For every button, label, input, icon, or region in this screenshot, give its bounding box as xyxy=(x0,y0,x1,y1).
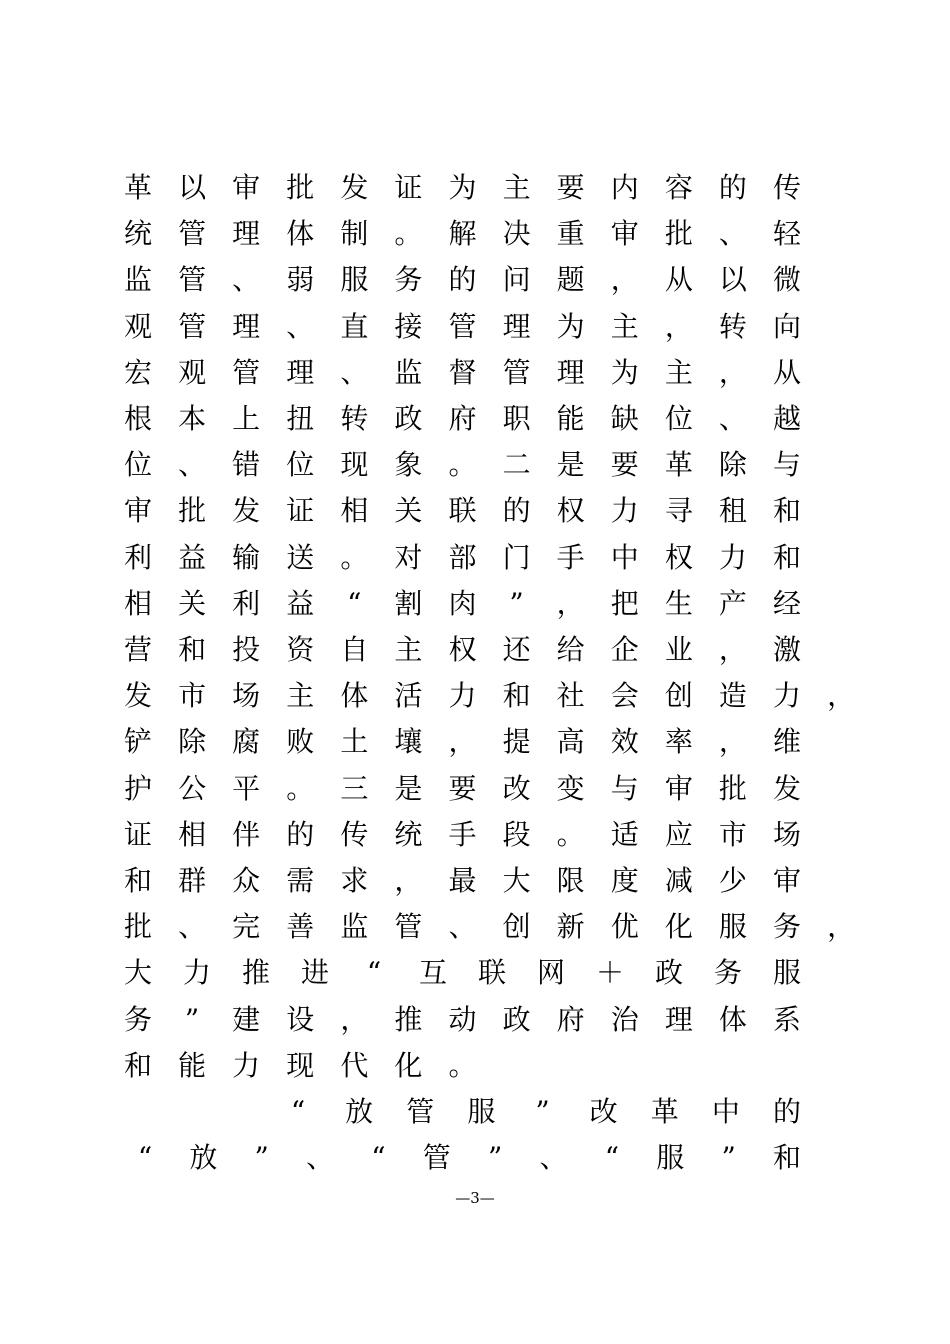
text-char: 互 xyxy=(418,956,447,990)
text-char: 利 xyxy=(123,540,152,574)
text-char: 门 xyxy=(502,540,531,574)
text-char: 。 xyxy=(448,1048,477,1082)
text-char: 相 xyxy=(178,817,207,851)
text-char: 力 xyxy=(772,679,801,713)
text-char: 率 xyxy=(664,725,693,759)
text-char: 理 xyxy=(232,309,261,343)
text-char: 新 xyxy=(556,910,585,944)
text-char: 服 xyxy=(718,910,747,944)
text-char: 代 xyxy=(340,1048,369,1082)
text-char: 权 xyxy=(556,494,585,528)
text-char: ” xyxy=(509,586,524,620)
text-char: 、 xyxy=(178,448,207,482)
text-char: 监 xyxy=(340,910,369,944)
text-char: 统 xyxy=(123,217,152,251)
text-char: 审 xyxy=(664,771,693,805)
text-char: 最 xyxy=(448,864,477,897)
text-char: 力 xyxy=(182,956,211,990)
text-char: 场 xyxy=(232,679,261,713)
text-char: 解 xyxy=(448,217,477,251)
text-char: 与 xyxy=(610,771,639,805)
text-char: 社 xyxy=(556,679,585,713)
text-char: 服 xyxy=(772,956,801,990)
text-char: 平 xyxy=(232,771,261,805)
text-line xyxy=(0,445,950,485)
text-char: 政 xyxy=(654,956,683,990)
text-char: 、 xyxy=(306,1141,335,1175)
text-char: 手 xyxy=(448,817,477,851)
text-char: 统 xyxy=(394,817,423,851)
text-char: 务 xyxy=(394,263,423,297)
text-char: 转 xyxy=(718,309,747,343)
text-char: 的 xyxy=(718,171,747,204)
text-char: 管 xyxy=(178,263,207,297)
text-char: 力 xyxy=(718,540,747,574)
text-char: 、 xyxy=(286,309,315,343)
text-line xyxy=(0,353,950,393)
text-char: 管 xyxy=(406,1095,435,1128)
text-char: 革 xyxy=(650,1095,679,1128)
text-char: 给 xyxy=(556,633,585,666)
text-char: 是 xyxy=(556,448,585,482)
text-char: 批 xyxy=(664,217,693,251)
text-char: 审 xyxy=(232,171,261,204)
text-char: 激 xyxy=(772,633,801,666)
text-char: 体 xyxy=(340,679,369,713)
text-char: 管 xyxy=(178,309,207,343)
text-char: “ xyxy=(347,586,362,620)
text-char: 发 xyxy=(772,771,801,805)
text-char: 伴 xyxy=(232,817,261,851)
text-char: 大 xyxy=(502,864,531,897)
text-char: 理 xyxy=(556,355,585,389)
text-char: 败 xyxy=(286,725,315,759)
text-char: 监 xyxy=(123,263,152,297)
text-char: 大 xyxy=(123,956,152,990)
text-char: 。 xyxy=(556,817,585,851)
text-char: 推 xyxy=(241,956,270,990)
text-char: 越 xyxy=(772,402,801,435)
text-char: 联 xyxy=(477,956,506,990)
text-char: 二 xyxy=(502,448,531,482)
text-char: 主 xyxy=(394,633,423,666)
text-char: 府 xyxy=(448,402,477,435)
text-char: 产 xyxy=(718,586,747,620)
text-char: 服 xyxy=(467,1095,496,1128)
text-char: 向 xyxy=(772,309,801,343)
text-line xyxy=(0,214,950,254)
text-char: 为 xyxy=(448,171,477,204)
text-char: 、 xyxy=(232,263,261,297)
text-char: 发 xyxy=(232,494,261,528)
text-char: 会 xyxy=(610,679,639,713)
text-char: 位 xyxy=(123,448,152,482)
text-char: 和 xyxy=(772,494,801,528)
text-char: 审 xyxy=(610,217,639,251)
text-char: 革 xyxy=(123,171,152,204)
text-char: 众 xyxy=(232,864,261,897)
text-char: 位 xyxy=(286,448,315,482)
text-char: 和 xyxy=(502,679,531,713)
text-char: 寻 xyxy=(664,494,693,528)
text-char: 改 xyxy=(502,771,531,805)
text-char: 把 xyxy=(610,586,639,620)
text-char: 管 xyxy=(394,910,423,944)
text-char: 位 xyxy=(664,402,693,435)
text-char: 证 xyxy=(394,171,423,204)
text-char: ， xyxy=(827,910,856,944)
text-char: 、 xyxy=(178,910,207,944)
text-char: 轻 xyxy=(772,217,801,251)
text-char: 除 xyxy=(718,448,747,482)
text-char: 直 xyxy=(340,309,369,343)
text-char: 相 xyxy=(123,586,152,620)
text-line xyxy=(0,953,950,993)
text-char: 自 xyxy=(340,633,369,666)
text-char: 以 xyxy=(718,263,747,297)
text-char: 限 xyxy=(556,864,585,897)
text-char: 务 xyxy=(123,1002,152,1036)
text-char: 铲 xyxy=(123,725,152,759)
text-char: 段 xyxy=(502,817,531,851)
text-char: “ xyxy=(290,1095,306,1128)
text-char: 象 xyxy=(394,448,423,482)
text-char: 治 xyxy=(610,1002,639,1036)
text-char: ， xyxy=(340,1002,369,1036)
text-char: 能 xyxy=(178,1048,207,1082)
text-char: 化 xyxy=(394,1048,423,1082)
text-line xyxy=(0,491,950,531)
text-char: 创 xyxy=(664,679,693,713)
text-char: ， xyxy=(448,725,477,759)
text-char: 扭 xyxy=(286,402,315,435)
text-line xyxy=(0,260,950,300)
text-char: 肉 xyxy=(448,586,477,620)
text-char: 批 xyxy=(123,910,152,944)
text-line xyxy=(0,399,950,439)
text-char: 主 xyxy=(610,309,639,343)
text-char: 力 xyxy=(448,679,477,713)
text-char: ， xyxy=(827,679,856,713)
text-char: 。 xyxy=(340,540,369,574)
text-char: 能 xyxy=(556,402,585,435)
text-char: 减 xyxy=(664,864,693,897)
text-char: 政 xyxy=(502,1002,531,1036)
text-char: 督 xyxy=(448,355,477,389)
text-line xyxy=(0,1000,950,1040)
text-char: 系 xyxy=(772,1002,801,1036)
text-char: 善 xyxy=(286,910,315,944)
text-char: 放 xyxy=(345,1095,374,1128)
text-char: 现 xyxy=(340,448,369,482)
text-line xyxy=(0,1092,950,1132)
text-char: 决 xyxy=(502,217,531,251)
text-char: 对 xyxy=(394,540,423,574)
text-char: 重 xyxy=(556,217,585,251)
text-line xyxy=(0,630,950,670)
text-char: 、 xyxy=(340,355,369,389)
text-char: 企 xyxy=(610,633,639,666)
text-line xyxy=(0,815,950,855)
text-char: 还 xyxy=(502,633,531,666)
text-char: 的 xyxy=(448,263,477,297)
text-char: 中 xyxy=(711,1095,740,1128)
text-char: 建 xyxy=(232,1002,261,1036)
text-char: 群 xyxy=(178,864,207,897)
text-char: 主 xyxy=(286,679,315,713)
text-char: 发 xyxy=(340,171,369,204)
text-char: 经 xyxy=(772,586,801,620)
text-char: 益 xyxy=(286,586,315,620)
text-char: 。 xyxy=(394,217,423,251)
text-line xyxy=(0,722,950,762)
text-char: 管 xyxy=(502,355,531,389)
text-char: 中 xyxy=(610,540,639,574)
text-char: 设 xyxy=(286,1002,315,1036)
text-char: 高 xyxy=(556,725,585,759)
text-char: 公 xyxy=(178,771,207,805)
text-char: 动 xyxy=(448,1002,477,1036)
text-char: 从 xyxy=(772,355,801,389)
text-char: 批 xyxy=(178,494,207,528)
text-char: 接 xyxy=(394,309,423,343)
text-char: ， xyxy=(718,725,747,759)
text-char: ， xyxy=(664,309,693,343)
text-char: 审 xyxy=(772,864,801,897)
text-char: 和 xyxy=(178,633,207,666)
text-char: 放 xyxy=(189,1141,218,1175)
text-char: 与 xyxy=(772,448,801,482)
text-char: 度 xyxy=(610,864,639,897)
text-char: ， xyxy=(610,263,639,297)
text-char: 服 xyxy=(656,1141,685,1175)
text-char: 要 xyxy=(556,171,585,204)
text-char: 网 xyxy=(536,956,565,990)
text-char: 优 xyxy=(610,910,639,944)
text-char: 为 xyxy=(610,355,639,389)
text-char: 根 xyxy=(123,402,152,435)
text-char: 务 xyxy=(772,910,801,944)
text-char: 理 xyxy=(286,355,315,389)
text-char: 创 xyxy=(502,910,531,944)
text-char: 三 xyxy=(340,771,369,805)
text-char: 主 xyxy=(502,171,531,204)
text-char: ” xyxy=(254,1141,269,1175)
text-char: 益 xyxy=(178,540,207,574)
text-line xyxy=(0,307,950,347)
text-char: 题 xyxy=(556,263,585,297)
text-char: 和 xyxy=(772,540,801,574)
text-char: 缺 xyxy=(610,402,639,435)
text-char: 维 xyxy=(772,725,801,759)
text-char: ＋ xyxy=(595,956,624,990)
text-char: 为 xyxy=(556,309,585,343)
text-char: ， xyxy=(718,633,747,666)
text-char: 批 xyxy=(718,771,747,805)
text-char: 割 xyxy=(394,586,423,620)
text-char: 要 xyxy=(610,448,639,482)
text-char: 体 xyxy=(718,1002,747,1036)
text-line xyxy=(0,538,950,578)
text-char: 和 xyxy=(772,1141,801,1175)
text-char: 批 xyxy=(286,171,315,204)
text-char: 证 xyxy=(286,494,315,528)
text-char: 进 xyxy=(300,956,329,990)
text-char: 联 xyxy=(448,494,477,528)
text-char: 输 xyxy=(232,540,261,574)
text-char: 的 xyxy=(772,1095,801,1128)
text-char: 的 xyxy=(286,817,315,851)
text-char: 管 xyxy=(232,355,261,389)
text-char: 营 xyxy=(123,633,152,666)
text-char: 观 xyxy=(178,355,207,389)
text-char: 是 xyxy=(394,771,423,805)
text-char: 效 xyxy=(610,725,639,759)
text-char: 护 xyxy=(123,771,152,805)
text-char: 管 xyxy=(448,309,477,343)
text-char: 主 xyxy=(664,355,693,389)
text-char: 、 xyxy=(718,217,747,251)
text-char: 适 xyxy=(610,817,639,851)
text-char: 求 xyxy=(340,864,369,897)
text-line xyxy=(0,676,950,716)
text-char: 完 xyxy=(232,910,261,944)
text-char: 租 xyxy=(718,494,747,528)
text-char: 革 xyxy=(664,448,693,482)
text-char: 权 xyxy=(664,540,693,574)
text-char: 手 xyxy=(556,540,585,574)
text-char: 职 xyxy=(502,402,531,435)
text-char: 服 xyxy=(340,263,369,297)
text-char: 腐 xyxy=(232,725,261,759)
text-char: 监 xyxy=(394,355,423,389)
text-char: 市 xyxy=(178,679,207,713)
text-char: 投 xyxy=(232,633,261,666)
text-char: 关 xyxy=(178,586,207,620)
text-char: 关 xyxy=(394,494,423,528)
text-char: ， xyxy=(556,586,585,620)
text-char: 微 xyxy=(772,263,801,297)
text-char: 相 xyxy=(340,494,369,528)
text-char: 、 xyxy=(718,402,747,435)
text-char: 送 xyxy=(286,540,315,574)
text-char: 变 xyxy=(556,771,585,805)
text-char: 、 xyxy=(448,910,477,944)
text-char: 审 xyxy=(123,494,152,528)
text-char: 管 xyxy=(178,217,207,251)
text-char: 府 xyxy=(556,1002,585,1036)
text-char: 应 xyxy=(664,817,693,851)
text-char: 少 xyxy=(718,864,747,897)
text-char: ” xyxy=(535,1095,550,1128)
text-char: 业 xyxy=(664,633,693,666)
text-char: 容 xyxy=(664,171,693,204)
text-char: 务 xyxy=(713,956,742,990)
text-char: 土 xyxy=(340,725,369,759)
text-char: 理 xyxy=(664,1002,693,1036)
text-char: 问 xyxy=(502,263,531,297)
text-char: 、 xyxy=(539,1141,568,1175)
text-char: 现 xyxy=(286,1048,315,1082)
text-char: 。 xyxy=(286,771,315,805)
text-line xyxy=(0,861,950,901)
text-char: 部 xyxy=(448,540,477,574)
text-char: 本 xyxy=(178,402,207,435)
text-char: 观 xyxy=(123,309,152,343)
text-line xyxy=(0,769,950,809)
text-char: 要 xyxy=(448,771,477,805)
text-char: 利 xyxy=(232,586,261,620)
text-char: 理 xyxy=(502,309,531,343)
text-char: ， xyxy=(718,355,747,389)
text-char: ” xyxy=(184,1002,200,1036)
text-line xyxy=(0,168,950,208)
text-char: 传 xyxy=(340,817,369,851)
text-char: “ xyxy=(137,1141,153,1175)
text-char: 理 xyxy=(232,217,261,251)
text-char: 宏 xyxy=(123,355,152,389)
text-char: 制 xyxy=(340,217,369,251)
text-char: “ xyxy=(366,956,382,990)
text-char: 政 xyxy=(394,402,423,435)
text-char: 除 xyxy=(178,725,207,759)
text-char: 管 xyxy=(422,1141,451,1175)
text-line xyxy=(0,1138,950,1178)
text-char: 推 xyxy=(394,1002,423,1036)
text-char: 传 xyxy=(772,171,801,204)
text-char: 内 xyxy=(610,171,639,204)
text-char: 壤 xyxy=(394,725,423,759)
text-char: 错 xyxy=(232,448,261,482)
text-char: 力 xyxy=(610,494,639,528)
text-char: 证 xyxy=(123,817,152,851)
text-char: 生 xyxy=(664,586,693,620)
text-char: 活 xyxy=(394,679,423,713)
text-char: ” xyxy=(488,1141,503,1175)
text-char: 转 xyxy=(340,402,369,435)
text-char: 场 xyxy=(772,817,801,851)
text-char: 的 xyxy=(502,494,531,528)
text-line xyxy=(0,1046,950,1086)
text-char: ” xyxy=(721,1141,736,1175)
text-char: 提 xyxy=(502,725,531,759)
text-char: 需 xyxy=(286,864,315,897)
text-char: 和 xyxy=(123,1048,152,1082)
text-char: 从 xyxy=(664,263,693,297)
text-char: 市 xyxy=(718,817,747,851)
text-char: ， xyxy=(394,864,423,897)
page-number: —3— xyxy=(455,1189,495,1207)
text-line xyxy=(0,907,950,947)
text-char: 改 xyxy=(589,1095,618,1128)
text-char: 化 xyxy=(664,910,693,944)
text-char: 发 xyxy=(123,679,152,713)
text-char: 和 xyxy=(123,864,152,897)
text-line xyxy=(0,584,950,624)
text-char: 权 xyxy=(448,633,477,666)
text-char: “ xyxy=(604,1141,620,1175)
text-char: 造 xyxy=(718,679,747,713)
text-char: 弱 xyxy=(286,263,315,297)
text-char: “ xyxy=(371,1141,386,1175)
text-char: 体 xyxy=(286,217,315,251)
text-char: 资 xyxy=(286,633,315,666)
text-char: 上 xyxy=(232,402,261,435)
text-char: 以 xyxy=(178,171,207,204)
text-char: 。 xyxy=(448,448,477,482)
text-char: 力 xyxy=(232,1048,261,1082)
